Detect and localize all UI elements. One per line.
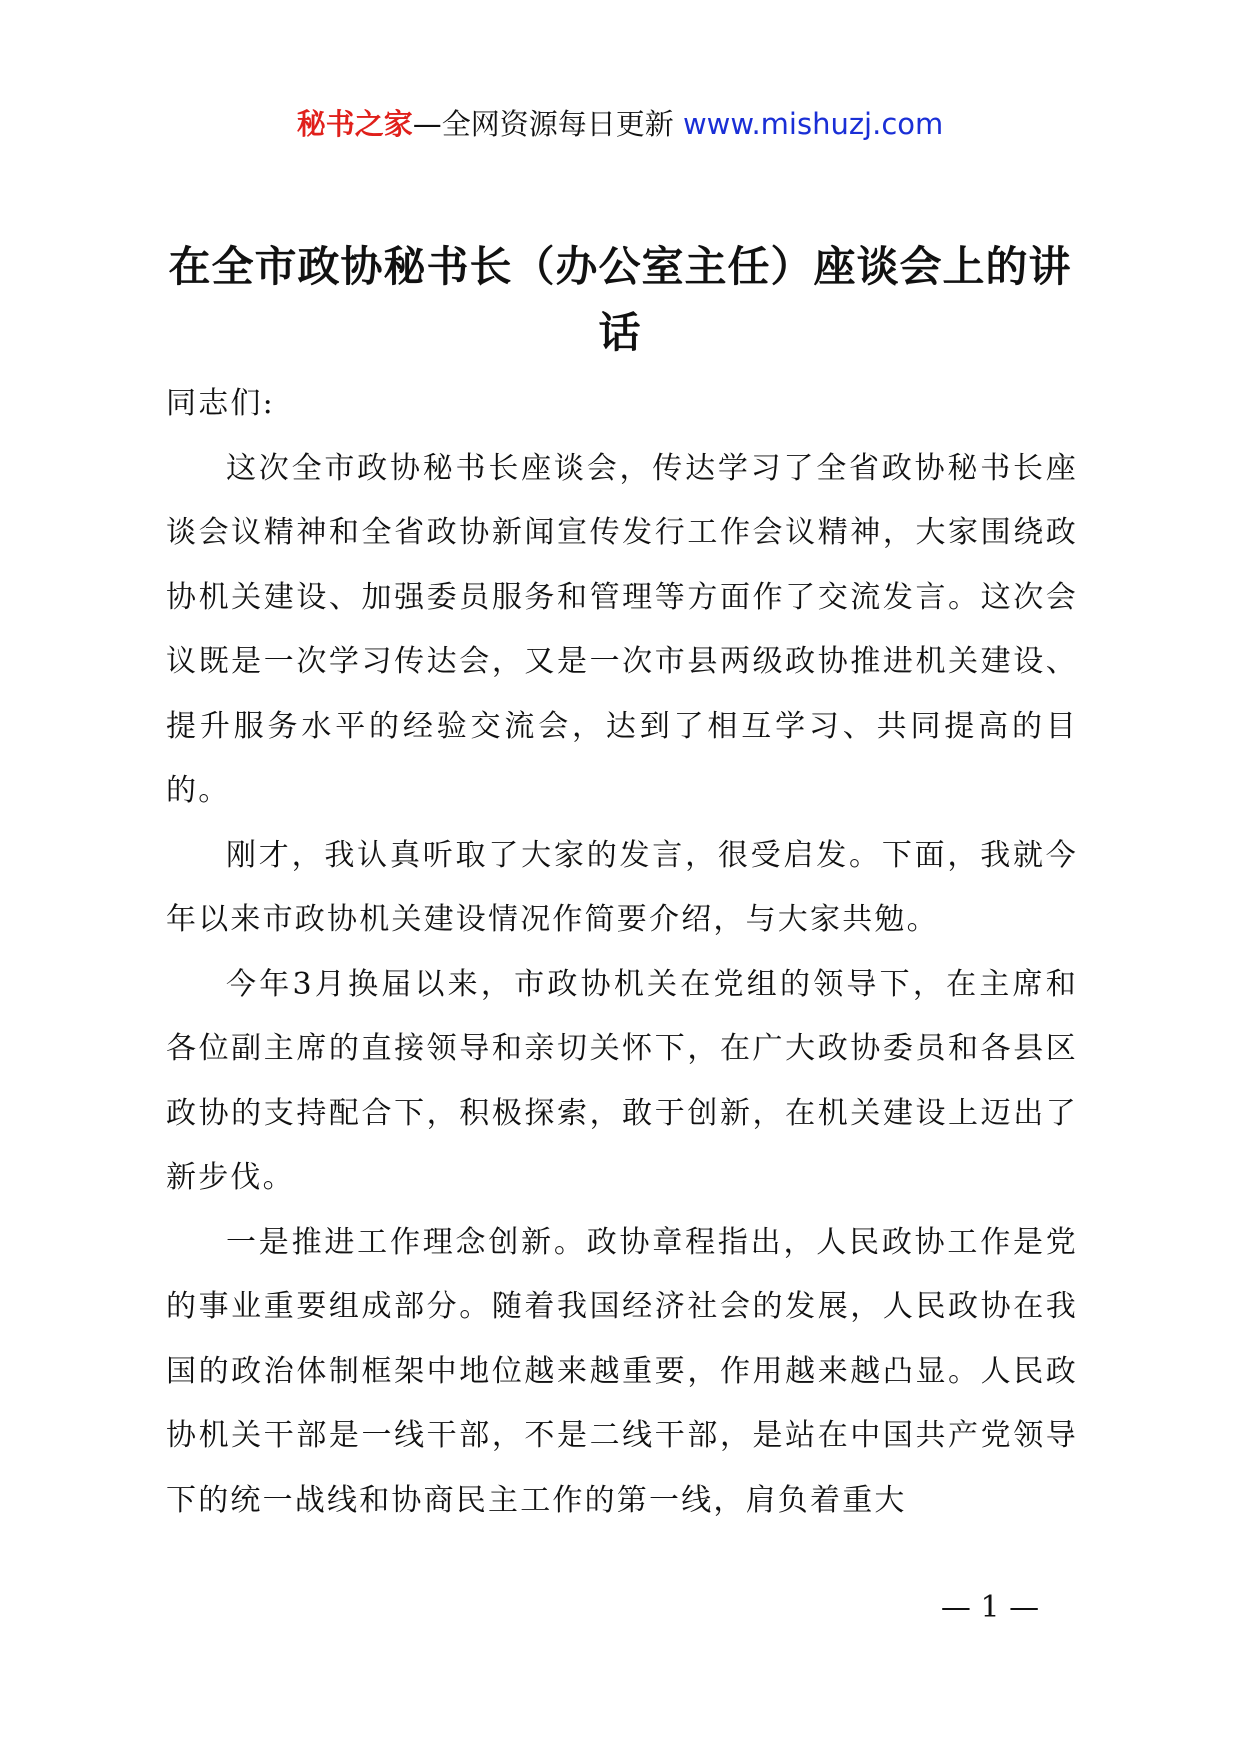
document-title: 在全市政协秘书长（办公室主任）座谈会上的讲话	[168, 242, 1072, 357]
paragraph-1: 这次全市政协秘书长座谈会，传达学习了全省政协秘书长座谈会议精神和全省政协新闻宣传发行工作会议精神，大家围绕政协机关建设、加强委员服务和管理等方面作了交流发言。这次会议既是一次学习传达会，又是一次市县两级政协推进机关建设、提升服务水平的经验交流会，达到了相互学习、共同提高的目的。	[166, 450, 1078, 808]
paragraph-4: 一是推进工作理念创新。政协章程指出，人民政协工作是党的事业重要组成部分。随着我国经济社会的发展，人民政协在我国的政治体制框架中地位越来越重要，作用越来越凸显。人民政协机关干部是一线干部，不是二线干部，是站在中国共产党领导下的统一战线和协商民主工作的第一线，肩负着重大	[166, 1224, 1078, 1518]
document-body	[166, 372, 1078, 1533]
page-number: — 1 —	[940, 1590, 1040, 1625]
header-brand: 秘书之家	[296, 107, 413, 141]
header-url-link[interactable]: www.mishuzj.com	[682, 107, 944, 141]
paragraph-2: 刚才，我认真听取了大家的发言，很受启发。下面，我就今年以来市政协机关建设情况作简要介绍，与大家共勉。	[166, 837, 1078, 937]
header-slogan: —全网资源每日更新	[412, 107, 674, 141]
salutation: 同志们:	[166, 386, 275, 421]
paragraph-3: 今年3月换届以来，市政协机关在党组的领导下，在主席和各位副主席的直接领导和亲切关怀下，在广大政协委员和各县区政协的支持配合下，积极探索，敢于创新，在机关建设上迈出了新步伐。	[166, 966, 1078, 1195]
site-header	[0, 104, 1240, 144]
